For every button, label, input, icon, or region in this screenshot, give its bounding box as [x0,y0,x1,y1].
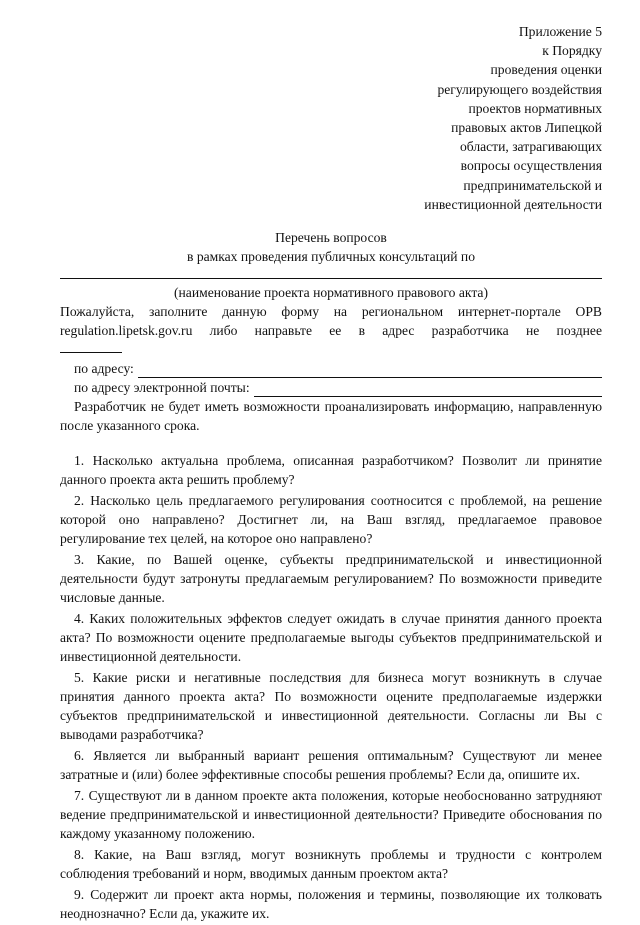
question-item: 9. Содержит ли проект акта нормы, положения и термины, позволяющие их толковать неоднозначно? Если да, укажите их. [60,887,602,922]
question-item: 3. Какие, по Вашей оценке, субъекты предпринимательской и инвестиционной деятельности будут затронуты предлагаемым регулированием? По возможности приведите числовые данные. [60,552,602,606]
address-field-row [60,359,602,378]
question-item: 6. Является ли выбранный вариант решения оптимальным? Существуют ли менее затратные и (или) более эффективные способы решения проблемы? Если да, опишите их. [60,748,602,783]
act-name-caption: (наименование проекта нормативного правового акта) [173,285,488,301]
appendix-line: вопросы осуществления [460,158,602,174]
email-field-row [60,378,602,397]
title-line-1: Перечень вопросов [275,230,387,246]
appendix-line: проектов нормативных [468,100,602,116]
deadline-notice: Разработчик не будет иметь возможности проанализировать информацию, направленную после указанного срока. [60,399,602,434]
question-item: 1. Насколько актуальна проблема, описанная разработчиком? Позволит ли принятие данного проекта акта решить проблему? [60,453,602,488]
act-name-blank-line [60,266,602,279]
appendix-line: регулирующего воздействия [437,81,602,97]
address-blank-line [138,363,602,378]
address-label: по адресу: [74,361,134,377]
question-item: 7. Существуют ли в данном проекте акта положения, которые необоснованно затрудняют ведение предпринимательской и инвестиционной деятельности? Приведите обоснования по каждому указанному положению. [60,788,602,842]
appendix-line: правовых актов Липецкой [451,120,602,136]
question-item: 8. Какие, на Ваш взгляд, могут возникнуть проблемы и трудности с контролем соблюдения требований и норм, вводимых данным проектом акта? [60,847,602,882]
appendix-line: инвестиционной деятельности [424,196,602,212]
intro-line-2: regulation.lipetsk.gov.ru либо направьте ее в адрес разработчика не позднее [60,323,602,339]
deadline-blank-line [60,340,122,353]
title-line-2: в рамках проведения публичных консультаций по [187,249,475,265]
email-label: по адресу электронной почты: [74,380,250,396]
appendix-line: области, затрагивающих [459,139,602,155]
document-page [60,22,602,925]
appendix-line: к Порядку [542,43,602,59]
appendix-header [390,22,602,214]
question-item: 5. Какие риски и негативные последствия для бизнеса могут возникнуть в случае принятия данного проекта акта? По возможности оцените предполагаемые издержки субъектов предпринимательской и инвестиционной деятельности. Согласны ли Вы с выводами разработчика? [60,670,602,743]
email-blank-line [254,382,602,397]
questions-list [60,451,602,923]
question-item: 2. Насколько цель предлагаемого регулирования соотносится с проблемой, на решение которой оно направлено? Достигнет ли, на Ваш взгляд, предлагаемое правовое регулирование тех целей, на которое оно направлено? [60,493,602,547]
intro-line-1: Пожалуйста, заполните данную форму на региональном интернет-портале ОРВ [60,304,602,320]
question-item: 4. Каких положительных эффектов следует ожидать в случае принятия данного проекта акта? По возможности оцените предполагаемые выгоды субъектов предпринимательской и инвестиционной деятельности. [60,611,602,665]
appendix-line: Приложение 5 [518,24,602,39]
document-title [60,228,602,266]
appendix-line: проведения оценки [490,62,602,78]
appendix-line: предпринимательской и [463,177,602,193]
